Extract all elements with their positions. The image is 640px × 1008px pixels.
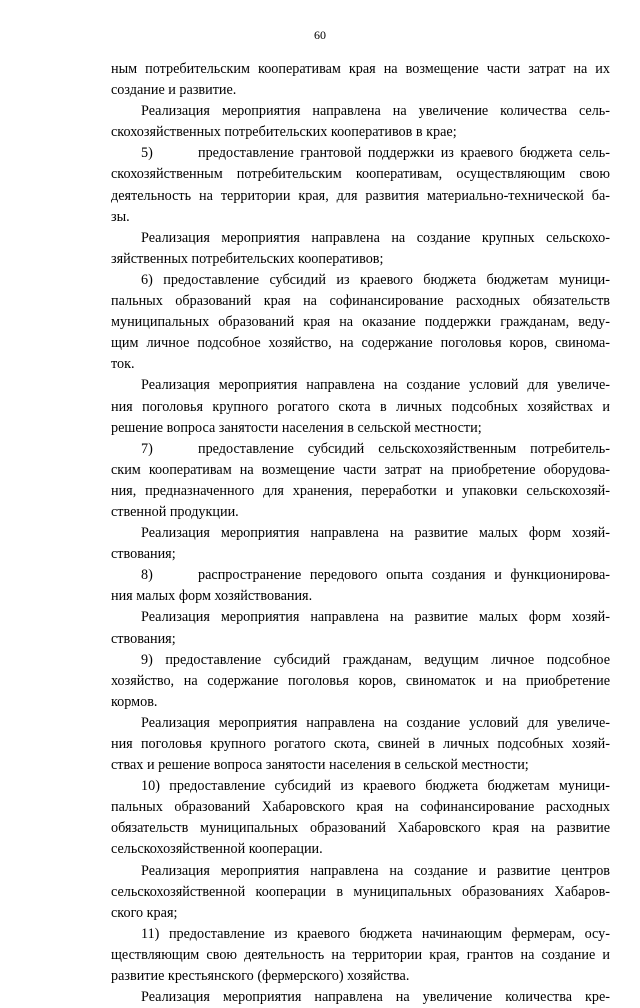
text-line-content: зы. [111, 208, 130, 225]
text-line-content: кормов. [111, 693, 158, 710]
text-line-content: распространение передового опыта создания и функционирова- [198, 567, 610, 584]
text-line [111, 629, 610, 650]
text-line-content: ния, предназначенного для хранения, переработки и упаковки сельскохозяй- [111, 482, 610, 499]
text-line [111, 924, 610, 945]
text-line-content: хозяйство, на содержание поголовья коров, свиноматок и на приобретение [111, 672, 610, 689]
text-line-content: ным потребительским кооперативам края на возмещение части затрат на их [111, 61, 610, 77]
list-item-number: 5) [141, 145, 153, 162]
text-line-content: ния поголовья крупного рогатого скота в личных подсобных хозяйствах и [111, 398, 610, 415]
text-line-content: создание и развитие. [111, 82, 237, 99]
text-line [111, 481, 610, 502]
text-line-content: скохозяйственным потребительским кооперативам, осуществляющим свою [111, 166, 610, 183]
text-line [111, 164, 610, 185]
text-line [111, 776, 610, 797]
text-line [111, 249, 610, 270]
text-line-content: 9) предоставление субсидий гражданам, ведущим личное подсобное [141, 651, 610, 668]
text-line [111, 502, 610, 523]
text-line-content: ществляющим свою деятельность на территории края, грантов на создание и [111, 946, 610, 963]
text-line [111, 544, 610, 565]
text-line-content: 11) предоставление из краевого бюджета начинающим фермерам, осу- [141, 925, 610, 942]
text-line-content: ствования; [111, 546, 176, 563]
text-line-content: 10) предоставление субсидий из краевого бюджета бюджетам муници- [141, 778, 610, 795]
text-line [111, 565, 610, 586]
text-line [111, 291, 610, 312]
text-line-content: пальных образований Хабаровского края на софинансирование расходных [111, 799, 610, 816]
text-line-content: сельскохозяйственной кооперации. [111, 841, 323, 858]
text-line [111, 523, 610, 544]
text-line-content: Реализация мероприятия направлена на создание крупных сельскохо- [141, 229, 610, 246]
text-line [111, 839, 610, 860]
text-line-content: ток. [111, 356, 135, 373]
text-line-content: Реализация мероприятия направлена на увеличение количества сель- [141, 103, 610, 120]
text-line-content: ствования; [111, 630, 176, 647]
text-line-content: сельскохозяйственной кооперации в муниципальных образованиях Хабаров- [111, 883, 610, 900]
text-line [111, 354, 610, 375]
text-line [111, 945, 610, 966]
text-line [111, 207, 610, 228]
text-line-content: муниципальных образований края на оказание поддержки гражданам, веду- [111, 314, 610, 331]
text-line [111, 734, 610, 755]
text-line-content: ственной продукции. [111, 503, 239, 520]
text-line-content: предоставление грантовой поддержки из краевого бюджета сель- [198, 145, 610, 162]
list-item-number: 8) [141, 567, 153, 584]
text-line [111, 818, 610, 839]
text-line [111, 101, 610, 122]
text-line [111, 122, 610, 143]
text-line-content: пальных образований края на софинансирование расходных обязательств [111, 293, 610, 310]
text-line-content: скохозяйственных потребительских кооперативов в крае; [111, 124, 457, 141]
text-line [111, 312, 610, 333]
text-line [111, 59, 610, 80]
text-line-content: ния поголовья крупного рогатого скота, свиней в личных подсобных хозяй- [111, 736, 610, 752]
text-line-content: ского края; [111, 904, 178, 921]
text-line [111, 755, 610, 776]
list-item-number: 7) [141, 440, 153, 457]
text-line [111, 397, 610, 418]
text-line [111, 80, 610, 101]
text-line-content: ствах и решение вопроса занятости населения в сельской местности; [111, 757, 529, 774]
text-line [111, 607, 610, 628]
text-line-content: решение вопроса занятости населения в сельской местности; [111, 419, 482, 436]
text-line-content: деятельность на территории края, для развития материально-технической ба- [111, 187, 610, 204]
text-line [111, 228, 610, 249]
text-line [111, 418, 610, 439]
page-number: 60 [314, 28, 326, 42]
text-line [111, 861, 610, 882]
text-line-content: предоставление субсидий сельскохозяйственным потребитель- [198, 440, 610, 457]
text-line [111, 966, 610, 987]
text-line-content: щим личное подсобное хозяйство, на содержание поголовья коров, свинома- [111, 335, 610, 352]
text-line-content: развитие крестьянского (фермерского) хозяйства. [111, 968, 410, 985]
text-line [111, 987, 610, 1008]
text-line [111, 713, 610, 734]
text-line [111, 650, 610, 671]
text-line [111, 797, 610, 818]
text-line [111, 375, 610, 396]
text-line-content: Реализация мероприятия направлена на развитие малых форм хозяй- [141, 525, 610, 542]
text-line [111, 586, 610, 607]
text-line-content: Реализация мероприятия направлена на развитие малых форм хозяй- [141, 609, 610, 626]
text-line-content: обязательств муниципальных образований Хабаровского края на развитие [111, 820, 610, 837]
text-line [111, 903, 610, 924]
text-line-content: ния малых форм хозяйствования. [111, 588, 313, 605]
text-line [111, 143, 610, 164]
text-line [111, 460, 610, 481]
text-line [111, 333, 610, 354]
text-line [111, 671, 610, 692]
text-line [111, 439, 610, 460]
text-line-content: Реализация мероприятия направлена на увеличение количества кре- [141, 989, 610, 1006]
text-line-content: Реализация мероприятия направлена на создание условий для увеличе- [141, 714, 610, 731]
text-line-content: 6) предоставление субсидий из краевого бюджета бюджетам муници- [141, 271, 610, 288]
text-line [111, 692, 610, 713]
text-line [111, 882, 610, 903]
text-line [111, 270, 610, 291]
text-line-content: ским кооперативам на возмещение части затрат на приобретение оборудова- [111, 461, 610, 478]
text-line-content: зяйственных потребительских кооперативов; [111, 250, 384, 267]
text-line [111, 186, 610, 207]
text-line-content: Реализация мероприятия направлена на создание и развитие центров [141, 862, 610, 879]
document-body [111, 59, 610, 1008]
text-line-content: Реализация мероприятия направлена на создание условий для увеличе- [141, 377, 610, 394]
